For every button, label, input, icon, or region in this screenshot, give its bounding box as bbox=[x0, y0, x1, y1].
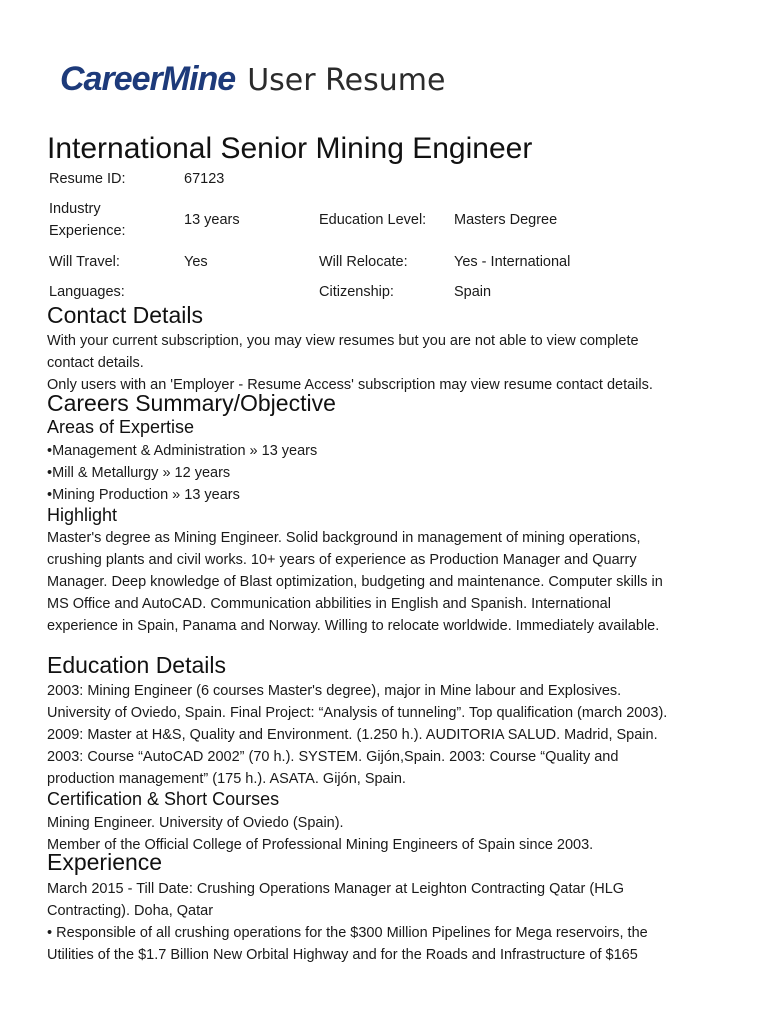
education-line: 2003: Course “AutoCAD 2002” (70 h.). SYSTEM. Gijón,Spain. 2003: Course “Quality and bbox=[47, 749, 619, 765]
highlight-line: MS Office and AutoCAD. Communication abbilities in English and Spanish. International bbox=[47, 596, 611, 612]
industry-label-line2: Experience: bbox=[49, 223, 126, 239]
education-details-heading: Education Details bbox=[47, 652, 226, 678]
highlight-line: experience in Spain, Panama and Norway. Willing to relocate worldwide. Immediately available. bbox=[47, 618, 660, 634]
certification-line: Mining Engineer. University of Oviedo (Spain). bbox=[47, 815, 344, 831]
experience-line: • Responsible of all crushing operations for the $300 Million Pipelines for Mega reservoirs, the bbox=[47, 925, 648, 941]
will-relocate-label: Will Relocate: bbox=[319, 254, 408, 270]
expertise-item: •Mining Production » 13 years bbox=[47, 487, 240, 503]
experience-line: Contracting). Doha, Qatar bbox=[47, 903, 214, 919]
education-level-label: Education Level: bbox=[319, 212, 427, 228]
experience-line: March 2015 - Till Date: Crushing Operations Manager at Leighton Contracting Qatar (HLG bbox=[47, 881, 625, 897]
highlight-line: crushing plants and civil works. 10+ years of experience as Production Manager and Quarry bbox=[47, 552, 637, 568]
experience-line: Utilities of the $1.7 Billion New Orbital Highway and for the Roads and Infrastructure of $165 bbox=[47, 947, 638, 963]
careers-summary-heading: Careers Summary/Objective bbox=[47, 390, 336, 416]
certification-heading: Certification & Short Courses bbox=[47, 789, 280, 809]
resume-title: International Senior Mining Engineer bbox=[47, 132, 533, 165]
education-line: 2009: Master at H&S, Quality and Environment. (1.250 h.). AUDITORIA SALUD. Madrid, Spain. bbox=[47, 727, 658, 743]
education-line: 2003: Mining Engineer (6 courses Master's degree), major in Mine labour and Explosives. bbox=[47, 683, 622, 699]
logo-subtitle: User Resume bbox=[247, 63, 446, 98]
education-line: University of Oviedo, Spain. Final Project: “Analysis of tunneling”. Top qualification (march 2003). bbox=[47, 705, 668, 721]
brand-name: CareerMine bbox=[60, 60, 236, 98]
education-level-value: Masters Degree bbox=[454, 212, 558, 228]
industry-label-line1: Industry bbox=[49, 201, 101, 217]
education-line: production management” (175 h.). ASATA. Gijón, Spain. bbox=[47, 771, 406, 787]
industry-experience-label bbox=[49, 198, 169, 242]
contact-text-line: contact details. bbox=[47, 355, 144, 371]
highlight-line: Manager. Deep knowledge of Blast optimization, budgeting and maintenance. Computer skills in bbox=[47, 574, 663, 590]
contact-text-line: Only users with an 'Employer - Resume Access' subscription may view resume contact details. bbox=[47, 377, 653, 393]
expertise-item: •Management & Administration » 13 years bbox=[47, 443, 318, 459]
highlight-heading: Highlight bbox=[47, 505, 118, 525]
careermine-logo[interactable] bbox=[60, 60, 445, 104]
languages-label: Languages: bbox=[49, 284, 125, 300]
expertise-item: •Mill & Metallurgy » 12 years bbox=[47, 465, 231, 481]
areas-of-expertise-heading: Areas of Expertise bbox=[47, 417, 195, 437]
contact-details-heading: Contact Details bbox=[47, 302, 203, 328]
will-travel-label: Will Travel: bbox=[49, 254, 120, 270]
industry-experience-value: 13 years bbox=[184, 212, 240, 228]
will-relocate-value: Yes - International bbox=[454, 254, 571, 270]
experience-heading: Experience bbox=[47, 849, 163, 875]
contact-text-line: With your current subscription, you may view resumes but you are not able to view complete bbox=[47, 333, 639, 349]
citizenship-value: Spain bbox=[454, 284, 492, 300]
citizenship-label: Citizenship: bbox=[319, 284, 394, 300]
will-travel-value: Yes bbox=[184, 254, 208, 270]
highlight-line: Master's degree as Mining Engineer. Solid background in management of mining operations, bbox=[47, 530, 641, 546]
resume-id-label: Resume ID: bbox=[49, 171, 126, 187]
certification-line: Member of the Official College of Professional Mining Engineers of Spain since 2003. bbox=[47, 837, 594, 853]
resume-id-value: 67123 bbox=[184, 171, 225, 187]
